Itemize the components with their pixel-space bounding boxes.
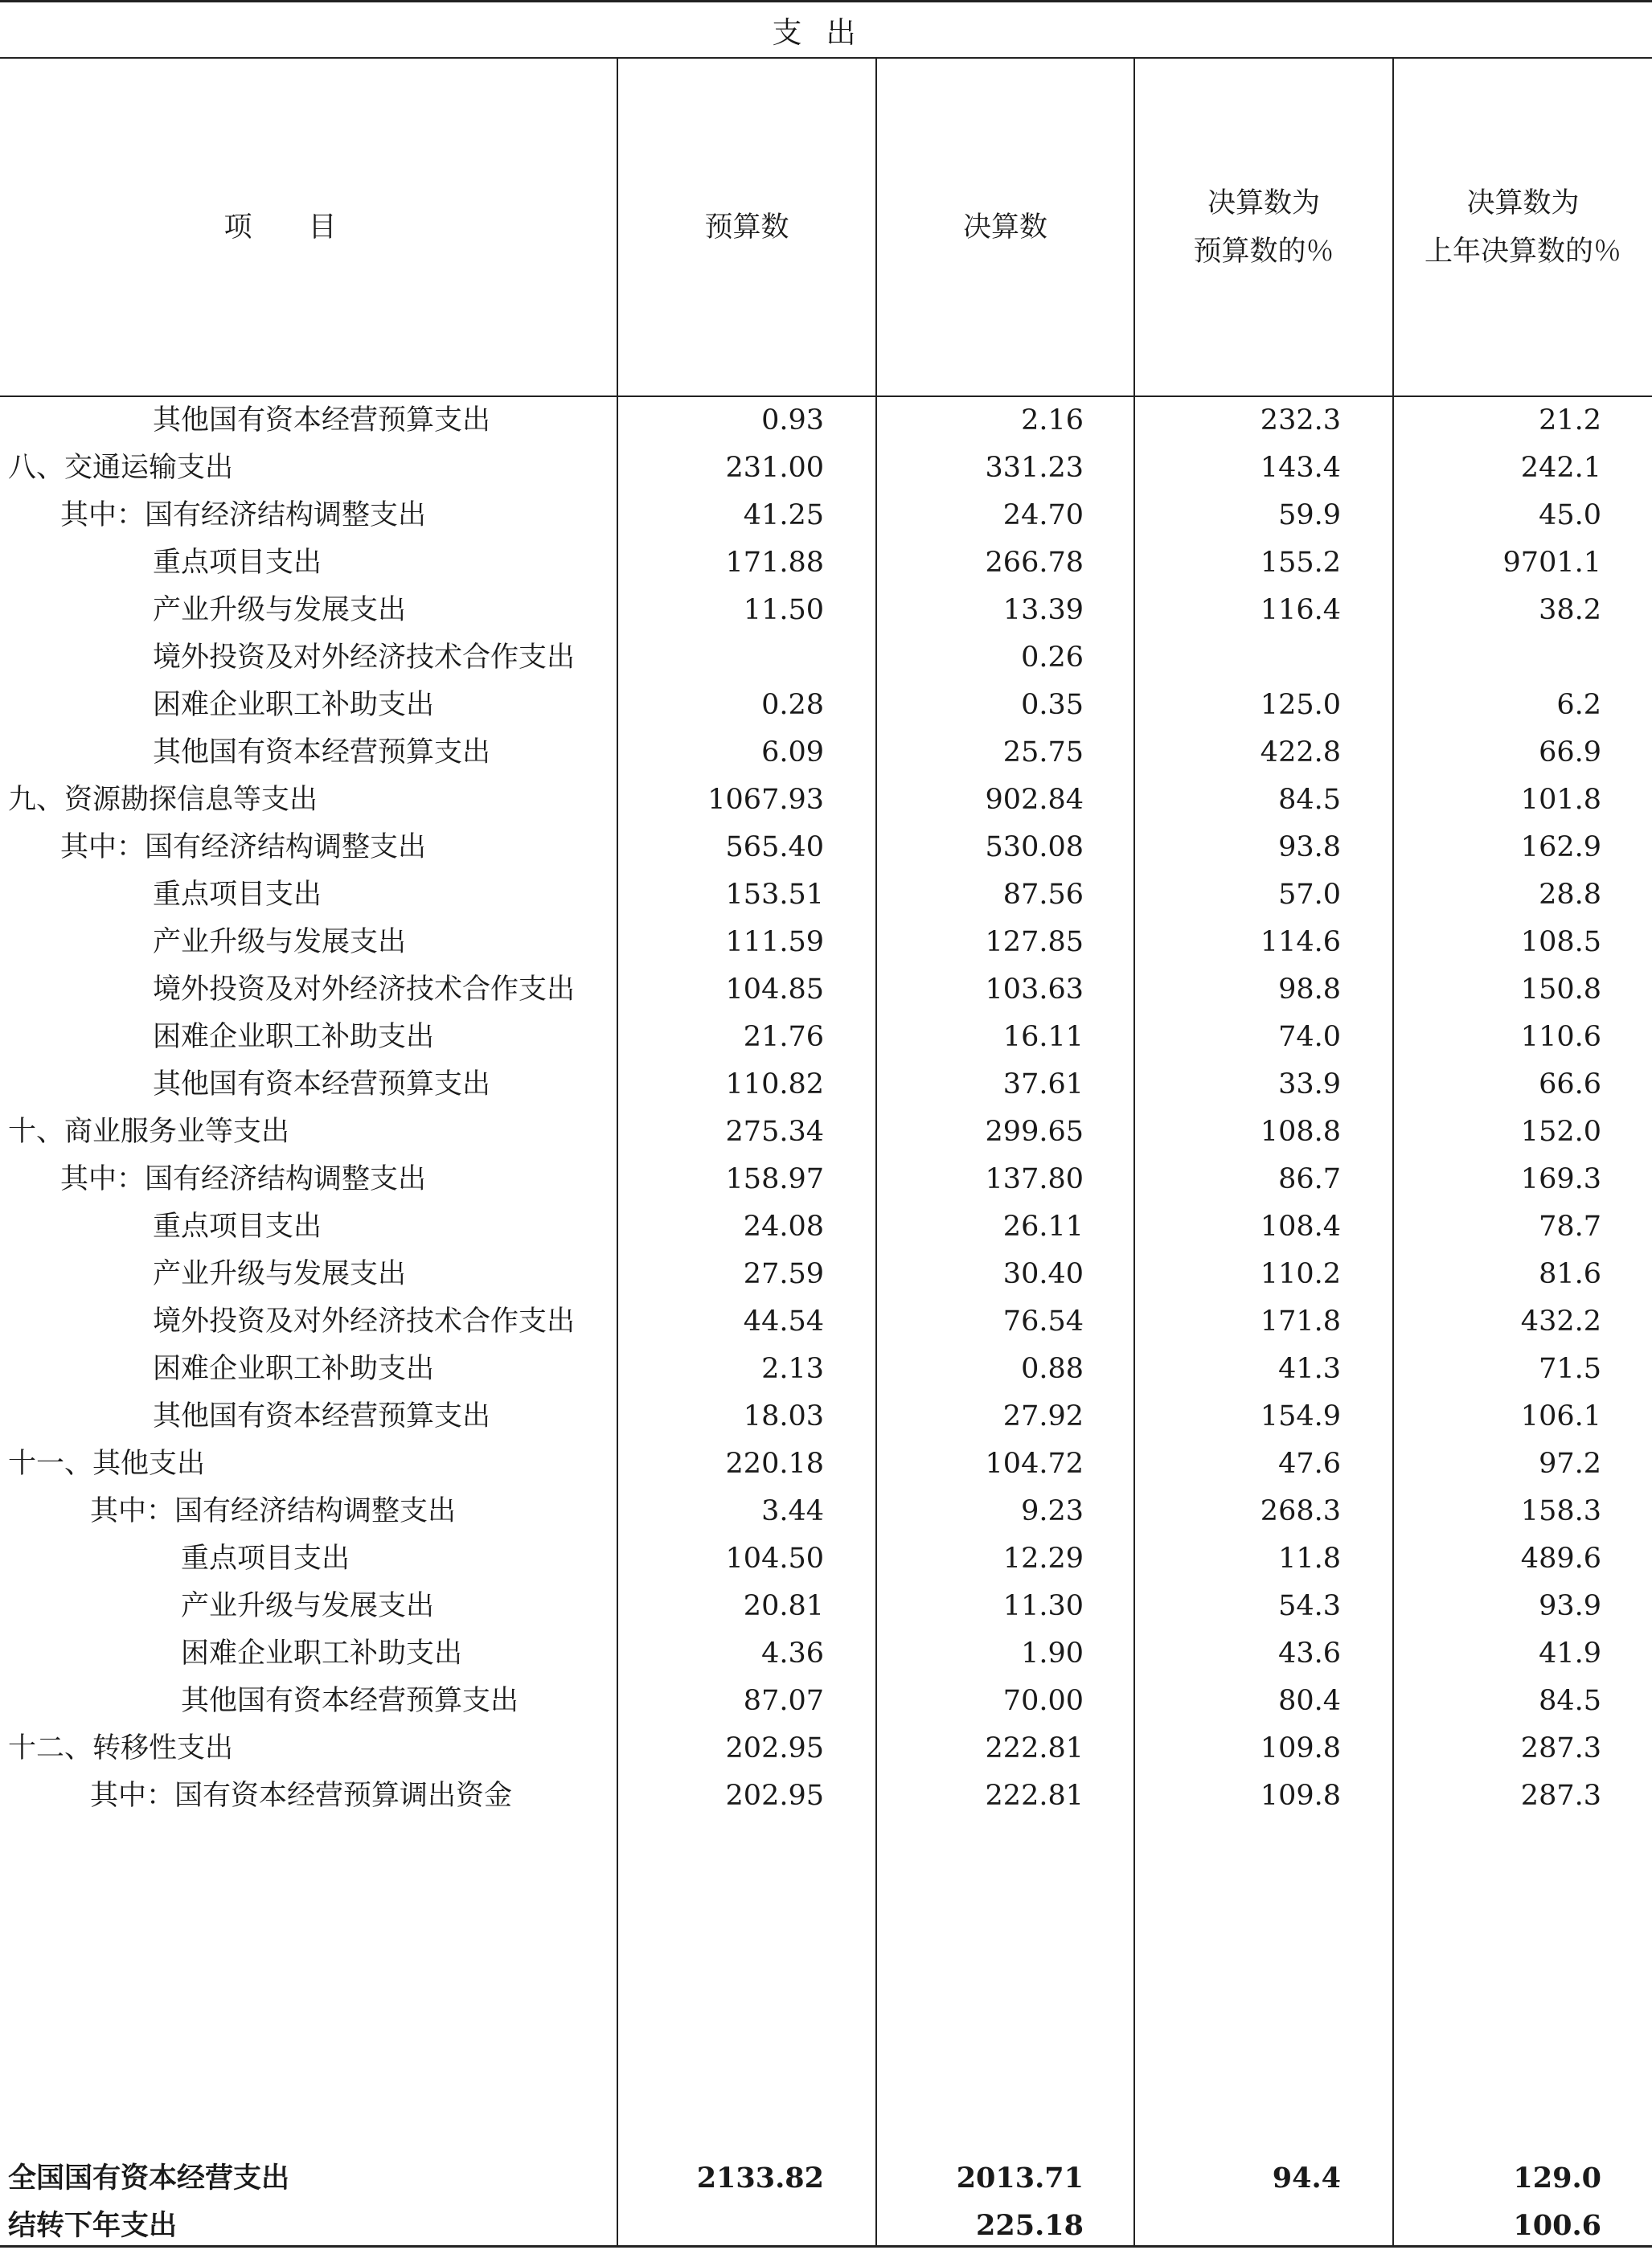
row-pct-last: 158.3 xyxy=(1520,1495,1601,1527)
row-label: 产业升级与发展支出 xyxy=(153,1258,407,1290)
row-final: 127.85 xyxy=(985,926,1084,958)
row-label: 其他国有资本经营预算支出 xyxy=(181,1685,519,1717)
row-pct-budget: 114.6 xyxy=(1260,926,1341,958)
row-budget: 11.50 xyxy=(743,594,824,626)
row-pct-budget: 116.4 xyxy=(1260,594,1341,626)
row-final: 76.54 xyxy=(1002,1305,1084,1338)
row-final: 11.30 xyxy=(1002,1590,1084,1622)
row-budget: 44.54 xyxy=(743,1305,824,1338)
row-final: 266.78 xyxy=(985,547,1084,579)
row-final: 9.23 xyxy=(1021,1495,1084,1527)
row-pct-last: 93.9 xyxy=(1539,1590,1601,1622)
row-pct-budget: 59.9 xyxy=(1278,499,1341,531)
row-pct-last: 97.2 xyxy=(1539,1448,1601,1480)
row-pct-last: 6.2 xyxy=(1556,689,1601,721)
row-pct-last: 110.6 xyxy=(1520,1021,1601,1053)
row-label: 重点项目支出 xyxy=(153,547,322,579)
total-pct-last: 129.0 xyxy=(1513,2162,1601,2195)
row-pct-budget: 268.3 xyxy=(1260,1495,1341,1527)
row-final: 902.84 xyxy=(985,784,1084,816)
row-final: 299.65 xyxy=(985,1116,1084,1148)
table-row xyxy=(0,871,1652,919)
row-final: 30.40 xyxy=(1002,1258,1084,1290)
row-pct-last: 28.8 xyxy=(1539,879,1601,911)
row-pct-budget: 74.0 xyxy=(1278,1021,1341,1053)
row-budget: 2.13 xyxy=(761,1353,824,1385)
header-item-label: 项目 xyxy=(223,211,393,244)
row-budget: 202.95 xyxy=(725,1780,824,1812)
row-final: 70.00 xyxy=(1002,1685,1084,1717)
row-final: 25.75 xyxy=(1002,736,1084,768)
row-pct-budget: 171.8 xyxy=(1260,1305,1341,1338)
row-label: 产业升级与发展支出 xyxy=(153,594,407,626)
table-row xyxy=(0,824,1652,871)
row-budget: 565.40 xyxy=(725,831,824,863)
table-row xyxy=(0,1678,1652,1725)
row-budget: 87.07 xyxy=(743,1685,824,1717)
row-final: 331.23 xyxy=(985,452,1084,484)
row-label: 十二、转移性支出 xyxy=(8,1732,234,1764)
table-row xyxy=(0,397,1652,445)
row-label: 困难企业职工补助支出 xyxy=(153,1353,435,1385)
table-row xyxy=(0,1441,1652,1488)
row-pct-last: 108.5 xyxy=(1520,926,1601,958)
table-row xyxy=(0,1773,1652,1820)
carryover-pct-last: 100.6 xyxy=(1513,2209,1601,2242)
row-label: 其中：国有资本经营预算调出资金 xyxy=(90,1780,513,1812)
row-budget: 171.88 xyxy=(725,547,824,579)
table-row xyxy=(0,1109,1652,1156)
header-pct-last-year-line2: 上年决算数的％ xyxy=(1424,236,1621,268)
row-pct-last: 84.5 xyxy=(1539,1685,1601,1717)
row-pct-budget: 93.8 xyxy=(1278,831,1341,863)
table-row xyxy=(0,1583,1652,1630)
total-pct-budget: 94.4 xyxy=(1272,2162,1341,2195)
total-final: 2013.71 xyxy=(956,2162,1084,2195)
row-budget: 110.82 xyxy=(725,1068,824,1100)
row-pct-budget: 86.7 xyxy=(1278,1163,1341,1195)
table-row xyxy=(0,1725,1652,1773)
row-label: 十、商业服务业等支出 xyxy=(8,1116,290,1148)
row-pct-budget: 47.6 xyxy=(1278,1448,1341,1480)
row-pct-budget: 80.4 xyxy=(1278,1685,1341,1717)
row-label: 其他国有资本经营预算支出 xyxy=(153,736,491,768)
table-row xyxy=(0,682,1652,729)
header-item xyxy=(0,59,617,396)
table-row xyxy=(0,1014,1652,1061)
row-pct-budget: 41.3 xyxy=(1278,1353,1341,1385)
table-row xyxy=(0,1393,1652,1441)
row-budget: 158.97 xyxy=(725,1163,824,1195)
row-budget: 21.76 xyxy=(743,1021,824,1053)
header-pct-last-year xyxy=(1394,59,1652,396)
table-row xyxy=(0,729,1652,777)
row-budget: 3.44 xyxy=(761,1495,824,1527)
row-pct-budget: 57.0 xyxy=(1278,879,1341,911)
row-final: 104.72 xyxy=(985,1448,1084,1480)
row-budget: 104.50 xyxy=(725,1543,824,1575)
row-label: 产业升级与发展支出 xyxy=(181,1590,435,1622)
header-pct-budget-line1: 决算数为 xyxy=(1207,187,1320,219)
table-row xyxy=(0,1251,1652,1298)
row-pct-last: 106.1 xyxy=(1520,1400,1601,1432)
row-pct-last: 432.2 xyxy=(1520,1305,1601,1338)
row-pct-last: 78.7 xyxy=(1539,1211,1601,1243)
row-pct-budget: 125.0 xyxy=(1260,689,1341,721)
row-pct-budget: 422.8 xyxy=(1260,736,1341,768)
row-budget: 4.36 xyxy=(761,1637,824,1670)
row-pct-budget: 54.3 xyxy=(1278,1590,1341,1622)
row-pct-last: 9701.1 xyxy=(1502,547,1601,579)
row-budget: 6.09 xyxy=(761,736,824,768)
row-pct-last: 152.0 xyxy=(1520,1116,1601,1148)
row-final: 13.39 xyxy=(1002,594,1084,626)
total-budget: 2133.82 xyxy=(696,2162,824,2195)
row-pct-last: 66.6 xyxy=(1539,1068,1601,1100)
row-pct-budget: 143.4 xyxy=(1260,452,1341,484)
row-pct-budget: 98.8 xyxy=(1278,973,1341,1006)
row-label: 其他国有资本经营预算支出 xyxy=(153,404,491,436)
row-label: 境外投资及对外经济技术合作支出 xyxy=(153,1305,576,1338)
table-row xyxy=(0,539,1652,587)
row-budget: 41.25 xyxy=(743,499,824,531)
row-label: 重点项目支出 xyxy=(181,1543,350,1575)
total-label: 全国国有资本经营支出 xyxy=(8,2162,290,2195)
row-pct-last: 489.6 xyxy=(1520,1543,1601,1575)
header-budget xyxy=(618,59,875,396)
row-label: 重点项目支出 xyxy=(153,879,322,911)
row-pct-last: 21.2 xyxy=(1539,404,1601,436)
row-pct-last: 287.3 xyxy=(1520,1732,1601,1764)
row-label: 其他国有资本经营预算支出 xyxy=(153,1400,491,1432)
row-budget: 275.34 xyxy=(725,1116,824,1148)
row-final: 0.26 xyxy=(1021,641,1084,674)
table-row xyxy=(0,1298,1652,1346)
row-final: 1.90 xyxy=(1021,1637,1084,1670)
row-final: 12.29 xyxy=(1002,1543,1084,1575)
row-budget: 20.81 xyxy=(743,1590,824,1622)
table-row xyxy=(0,966,1652,1014)
row-budget: 231.00 xyxy=(725,452,824,484)
table-title: 支出 xyxy=(772,14,880,50)
table-row xyxy=(0,445,1652,492)
table-row xyxy=(0,492,1652,539)
row-final: 530.08 xyxy=(985,831,1084,863)
row-pct-last: 287.3 xyxy=(1520,1780,1601,1812)
row-final: 2.16 xyxy=(1021,404,1084,436)
table-row xyxy=(0,777,1652,824)
row-budget: 104.85 xyxy=(725,973,824,1006)
table-row xyxy=(0,1488,1652,1535)
row-pct-budget: 154.9 xyxy=(1260,1400,1341,1432)
row-pct-last: 41.9 xyxy=(1539,1637,1601,1670)
carryover-row xyxy=(0,2202,1652,2249)
row-label: 其中：国有经济结构调整支出 xyxy=(60,831,427,863)
row-pct-last: 45.0 xyxy=(1539,499,1601,531)
row-label: 重点项目支出 xyxy=(153,1211,322,1243)
header-final xyxy=(877,59,1133,396)
row-label: 境外投资及对外经济技术合作支出 xyxy=(153,973,576,1006)
row-budget: 1067.93 xyxy=(707,784,824,816)
row-label: 九、资源勘探信息等支出 xyxy=(8,784,318,816)
row-budget: 24.08 xyxy=(743,1211,824,1243)
row-budget: 111.59 xyxy=(725,926,824,958)
row-pct-budget: 11.8 xyxy=(1278,1543,1341,1575)
table-row xyxy=(0,634,1652,682)
row-pct-last: 66.9 xyxy=(1539,736,1601,768)
table-row xyxy=(0,1630,1652,1678)
row-pct-budget: 33.9 xyxy=(1278,1068,1341,1100)
row-pct-budget: 108.4 xyxy=(1260,1211,1341,1243)
carryover-final: 225.18 xyxy=(976,2209,1084,2242)
header-pct-budget xyxy=(1135,59,1392,396)
row-final: 26.11 xyxy=(1002,1211,1084,1243)
table-row xyxy=(0,919,1652,966)
table-row xyxy=(0,1203,1652,1251)
row-pct-budget: 155.2 xyxy=(1260,547,1341,579)
row-pct-last: 81.6 xyxy=(1539,1258,1601,1290)
total-row xyxy=(0,2154,1652,2202)
row-pct-budget: 109.8 xyxy=(1260,1780,1341,1812)
header-pct-last-year-line1: 决算数为 xyxy=(1466,187,1580,219)
header-final-label: 决算数 xyxy=(962,211,1047,244)
row-final: 87.56 xyxy=(1002,879,1084,911)
row-final: 0.88 xyxy=(1021,1353,1084,1385)
row-pct-last: 38.2 xyxy=(1539,594,1601,626)
row-pct-last: 169.3 xyxy=(1520,1163,1601,1195)
row-final: 37.61 xyxy=(1002,1068,1084,1100)
row-pct-budget: 108.8 xyxy=(1260,1116,1341,1148)
header-pct-budget-line2: 预算数的％ xyxy=(1193,236,1334,268)
row-budget: 18.03 xyxy=(743,1400,824,1432)
row-final: 0.35 xyxy=(1021,689,1084,721)
table-row xyxy=(0,1061,1652,1109)
row-label: 困难企业职工补助支出 xyxy=(153,689,435,721)
row-label: 其中：国有经济结构调整支出 xyxy=(60,1163,427,1195)
header-budget-label: 预算数 xyxy=(704,211,789,244)
carryover-label: 结转下年支出 xyxy=(8,2209,178,2242)
row-pct-budget: 110.2 xyxy=(1260,1258,1341,1290)
table-row xyxy=(0,1535,1652,1583)
row-pct-budget: 109.8 xyxy=(1260,1732,1341,1764)
table-row xyxy=(0,1156,1652,1203)
row-final: 137.80 xyxy=(985,1163,1084,1195)
row-pct-budget: 43.6 xyxy=(1278,1637,1341,1670)
table-row xyxy=(0,1346,1652,1393)
row-pct-last: 242.1 xyxy=(1520,452,1601,484)
row-budget: 0.93 xyxy=(761,404,824,436)
row-label: 境外投资及对外经济技术合作支出 xyxy=(153,641,576,674)
table-row xyxy=(0,587,1652,634)
row-final: 24.70 xyxy=(1002,499,1084,531)
row-label: 困难企业职工补助支出 xyxy=(153,1021,435,1053)
row-label: 十一、其他支出 xyxy=(8,1448,206,1480)
row-label: 其中：国有经济结构调整支出 xyxy=(90,1495,457,1527)
row-pct-budget: 84.5 xyxy=(1278,784,1341,816)
row-label: 其中：国有经济结构调整支出 xyxy=(60,499,427,531)
row-budget: 202.95 xyxy=(725,1732,824,1764)
row-label: 其他国有资本经营预算支出 xyxy=(153,1068,491,1100)
row-budget: 0.28 xyxy=(761,689,824,721)
row-label: 产业升级与发展支出 xyxy=(153,926,407,958)
row-budget: 220.18 xyxy=(725,1448,824,1480)
row-budget: 153.51 xyxy=(725,879,824,911)
row-final: 16.11 xyxy=(1002,1021,1084,1053)
row-final: 27.92 xyxy=(1002,1400,1084,1432)
row-label: 八、交通运输支出 xyxy=(8,452,234,484)
row-pct-last: 162.9 xyxy=(1520,831,1601,863)
row-label: 困难企业职工补助支出 xyxy=(181,1637,463,1670)
row-budget: 27.59 xyxy=(743,1258,824,1290)
row-final: 103.63 xyxy=(985,973,1084,1006)
row-final: 222.81 xyxy=(985,1732,1084,1764)
row-pct-last: 101.8 xyxy=(1520,784,1601,816)
row-pct-budget: 232.3 xyxy=(1260,404,1341,436)
row-pct-last: 71.5 xyxy=(1539,1353,1601,1385)
row-final: 222.81 xyxy=(985,1780,1084,1812)
row-pct-last: 150.8 xyxy=(1520,973,1601,1006)
